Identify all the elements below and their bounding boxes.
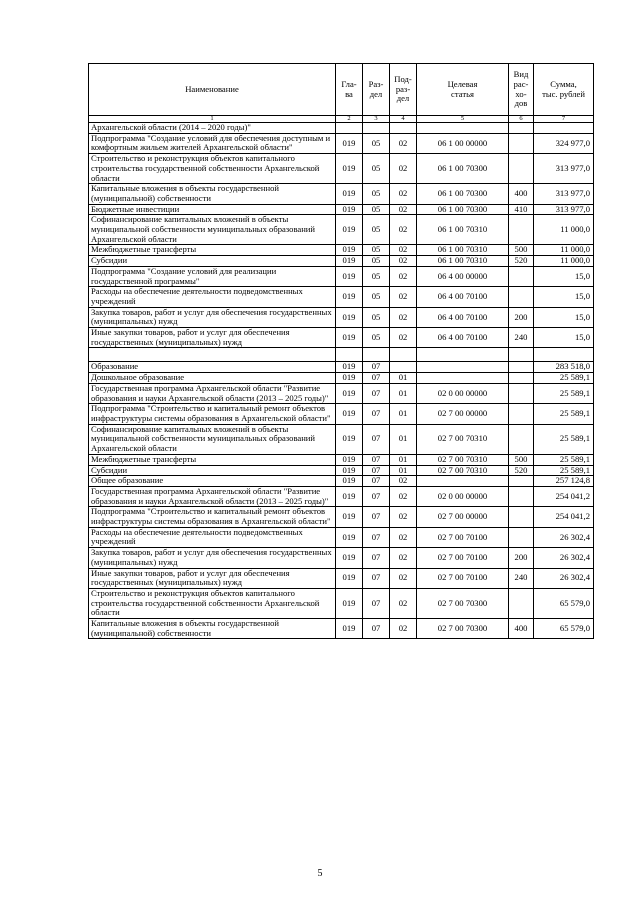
row-expense-type bbox=[509, 266, 534, 286]
row-section: 07 bbox=[363, 404, 390, 424]
row-chapter: 019 bbox=[336, 204, 363, 215]
row-amount: 254 041,2 bbox=[534, 486, 594, 506]
row-section bbox=[363, 123, 390, 134]
header-row bbox=[89, 64, 594, 116]
table-row bbox=[89, 383, 594, 403]
row-target-article bbox=[417, 348, 509, 362]
row-section: 05 bbox=[363, 215, 390, 245]
row-expense-type: 200 bbox=[509, 307, 534, 327]
row-chapter: 019 bbox=[336, 362, 363, 373]
row-chapter: 019 bbox=[336, 287, 363, 307]
table-row bbox=[89, 348, 594, 362]
row-amount: 313 977,0 bbox=[534, 154, 594, 184]
row-chapter: 019 bbox=[336, 245, 363, 256]
row-amount: 25 589,1 bbox=[534, 424, 594, 454]
row-target-article: 06 4 00 70100 bbox=[417, 307, 509, 327]
row-amount: 26 302,4 bbox=[534, 527, 594, 547]
table-row bbox=[89, 133, 594, 153]
row-expense-type: 500 bbox=[509, 245, 534, 256]
table-row bbox=[89, 476, 594, 487]
row-section: 07 bbox=[363, 454, 390, 465]
row-expense-type bbox=[509, 133, 534, 153]
row-name: Подпрограмма "Строительство и капитальный ремонт объектов инфраструктуры системы образования в Архангельской области" bbox=[89, 404, 336, 424]
table-row bbox=[89, 619, 594, 639]
table-row bbox=[89, 362, 594, 373]
table-row bbox=[89, 154, 594, 184]
row-name: Образование bbox=[89, 362, 336, 373]
row-subsection: 02 bbox=[390, 184, 417, 204]
row-subsection: 02 bbox=[390, 548, 417, 568]
row-subsection: 02 bbox=[390, 266, 417, 286]
row-expense-type: 520 bbox=[509, 256, 534, 267]
row-subsection: 01 bbox=[390, 465, 417, 476]
row-name: Капитальные вложения в объекты государственной (муниципальной) собственности bbox=[89, 619, 336, 639]
row-name: Расходы на обеспечение деятельности подведомственных учреждений bbox=[89, 527, 336, 547]
row-subsection: 02 bbox=[390, 215, 417, 245]
row-subsection bbox=[390, 362, 417, 373]
row-name: Капитальные вложения в объекты государственной (муниципальной) собственности bbox=[89, 184, 336, 204]
row-section: 07 bbox=[363, 486, 390, 506]
row-target-article: 02 7 00 70100 bbox=[417, 568, 509, 588]
row-name: Расходы на обеспечение деятельности подведомственных учреждений bbox=[89, 287, 336, 307]
row-amount: 25 589,1 bbox=[534, 404, 594, 424]
row-name: Иные закупки товаров, работ и услуг для обеспечения государственных (муниципальных) нужд bbox=[89, 568, 336, 588]
row-subsection: 02 bbox=[390, 245, 417, 256]
row-chapter: 019 bbox=[336, 476, 363, 487]
row-chapter: 019 bbox=[336, 568, 363, 588]
row-name: Бюджетные инвестиции bbox=[89, 204, 336, 215]
row-chapter: 019 bbox=[336, 383, 363, 403]
row-amount: 65 579,0 bbox=[534, 619, 594, 639]
row-subsection: 02 bbox=[390, 154, 417, 184]
row-chapter: 019 bbox=[336, 507, 363, 527]
row-subsection: 02 bbox=[390, 328, 417, 348]
row-name: Дошкольное образование bbox=[89, 373, 336, 384]
row-name: Строительство и реконструкция объектов капитального строительства государственной собственности Архангельской области bbox=[89, 154, 336, 184]
column-number: 6 bbox=[509, 116, 534, 123]
row-chapter: 019 bbox=[336, 256, 363, 267]
row-target-article: 02 7 00 00000 bbox=[417, 404, 509, 424]
row-section: 05 bbox=[363, 256, 390, 267]
row-target-article: 02 7 00 70310 bbox=[417, 454, 509, 465]
row-amount: 25 589,1 bbox=[534, 465, 594, 476]
row-name: Общее образование bbox=[89, 476, 336, 487]
row-expense-type bbox=[509, 476, 534, 487]
row-section: 05 bbox=[363, 307, 390, 327]
row-chapter: 019 bbox=[336, 373, 363, 384]
row-subsection: 02 bbox=[390, 256, 417, 267]
row-amount: 15,0 bbox=[534, 307, 594, 327]
row-target-article: 02 7 00 70300 bbox=[417, 588, 509, 618]
header-amount: Сумма, тыс. рублей bbox=[534, 64, 594, 116]
column-number-row bbox=[89, 116, 594, 123]
row-section: 05 bbox=[363, 154, 390, 184]
row-subsection: 02 bbox=[390, 133, 417, 153]
row-chapter: 019 bbox=[336, 548, 363, 568]
row-expense-type: 410 bbox=[509, 204, 534, 215]
row-chapter: 019 bbox=[336, 184, 363, 204]
row-section: 07 bbox=[363, 373, 390, 384]
row-expense-type bbox=[509, 287, 534, 307]
row-expense-type: 520 bbox=[509, 465, 534, 476]
table-row bbox=[89, 204, 594, 215]
table-row bbox=[89, 123, 594, 134]
table-row bbox=[89, 465, 594, 476]
row-amount: 15,0 bbox=[534, 328, 594, 348]
table-row bbox=[89, 184, 594, 204]
row-target-article: 06 1 00 70310 bbox=[417, 256, 509, 267]
row-target-article: 06 1 00 70300 bbox=[417, 204, 509, 215]
row-name: Государственная программа Архангельской области "Развитие образования и науки Архангельской области (2013 – 2025 годы)" bbox=[89, 486, 336, 506]
table-row bbox=[89, 507, 594, 527]
table-row bbox=[89, 266, 594, 286]
table-row bbox=[89, 373, 594, 384]
header-chapter: Гла- ва bbox=[336, 64, 363, 116]
row-subsection: 02 bbox=[390, 486, 417, 506]
row-name: Софинансирование капитальных вложений в объекты муниципальной собственности муниципальных образований Архангельской области bbox=[89, 215, 336, 245]
row-target-article: 02 0 00 00000 bbox=[417, 383, 509, 403]
row-name: Субсидии bbox=[89, 465, 336, 476]
row-amount: 65 579,0 bbox=[534, 588, 594, 618]
table-row bbox=[89, 287, 594, 307]
header-name: Наименование bbox=[89, 64, 336, 116]
row-expense-type bbox=[509, 486, 534, 506]
row-target-article bbox=[417, 476, 509, 487]
row-expense-type bbox=[509, 527, 534, 547]
row-subsection: 01 bbox=[390, 424, 417, 454]
row-amount: 25 589,1 bbox=[534, 373, 594, 384]
table-row bbox=[89, 548, 594, 568]
table-row bbox=[89, 307, 594, 327]
row-name: Государственная программа Архангельской области "Развитие образования и науки Архангельской области (2013 – 2025 годы)" bbox=[89, 383, 336, 403]
row-amount: 11 000,0 bbox=[534, 245, 594, 256]
column-number: 4 bbox=[390, 116, 417, 123]
row-amount: 25 589,1 bbox=[534, 383, 594, 403]
table-row bbox=[89, 215, 594, 245]
column-number: 1 bbox=[89, 116, 336, 123]
row-chapter bbox=[336, 348, 363, 362]
row-name bbox=[89, 348, 336, 362]
row-amount: 257 124,8 bbox=[534, 476, 594, 487]
row-subsection: 02 bbox=[390, 527, 417, 547]
row-subsection: 02 bbox=[390, 588, 417, 618]
column-number: 5 bbox=[417, 116, 509, 123]
row-section: 05 bbox=[363, 287, 390, 307]
row-subsection: 01 bbox=[390, 404, 417, 424]
row-subsection: 02 bbox=[390, 476, 417, 487]
header-subsection: Под- раз- дел bbox=[390, 64, 417, 116]
row-target-article: 02 7 00 70100 bbox=[417, 527, 509, 547]
row-amount: 283 518,0 bbox=[534, 362, 594, 373]
row-chapter: 019 bbox=[336, 404, 363, 424]
row-section: 07 bbox=[363, 588, 390, 618]
row-section: 07 bbox=[363, 362, 390, 373]
table-row bbox=[89, 486, 594, 506]
row-amount: 313 977,0 bbox=[534, 184, 594, 204]
row-subsection: 01 bbox=[390, 373, 417, 384]
table-row bbox=[89, 245, 594, 256]
header-expense-type: Вид рас- хо- дов bbox=[509, 64, 534, 116]
row-subsection: 01 bbox=[390, 383, 417, 403]
row-target-article: 06 1 00 70310 bbox=[417, 245, 509, 256]
row-chapter bbox=[336, 123, 363, 134]
row-expense-type bbox=[509, 588, 534, 618]
column-number: 2 bbox=[336, 116, 363, 123]
row-section: 07 bbox=[363, 527, 390, 547]
row-expense-type bbox=[509, 373, 534, 384]
row-target-article: 02 7 00 70100 bbox=[417, 548, 509, 568]
row-amount: 25 589,1 bbox=[534, 454, 594, 465]
page-number: 5 bbox=[317, 868, 323, 879]
row-expense-type bbox=[509, 348, 534, 362]
row-name: Межбюджетные трансферты bbox=[89, 454, 336, 465]
table-row bbox=[89, 454, 594, 465]
row-expense-type bbox=[509, 507, 534, 527]
row-amount: 313 977,0 bbox=[534, 204, 594, 215]
row-target-article: 06 1 00 00000 bbox=[417, 133, 509, 153]
row-target-article: 06 4 00 70100 bbox=[417, 328, 509, 348]
row-amount bbox=[534, 123, 594, 134]
row-subsection: 02 bbox=[390, 568, 417, 588]
row-amount: 254 041,2 bbox=[534, 507, 594, 527]
row-target-article bbox=[417, 362, 509, 373]
row-target-article: 02 0 00 00000 bbox=[417, 486, 509, 506]
row-subsection bbox=[390, 348, 417, 362]
row-section: 05 bbox=[363, 266, 390, 286]
row-name: Подпрограмма "Строительство и капитальный ремонт объектов инфраструктуры системы образования в Архангельской области" bbox=[89, 507, 336, 527]
row-name: Подпрограмма "Создание условий для обеспечения доступным и комфортным жильем жителей Архангельской области" bbox=[89, 133, 336, 153]
column-number: 3 bbox=[363, 116, 390, 123]
row-expense-type: 240 bbox=[509, 328, 534, 348]
row-expense-type bbox=[509, 424, 534, 454]
row-section: 05 bbox=[363, 245, 390, 256]
row-target-article: 02 7 00 70310 bbox=[417, 424, 509, 454]
row-expense-type bbox=[509, 404, 534, 424]
row-subsection: 02 bbox=[390, 619, 417, 639]
row-chapter: 019 bbox=[336, 454, 363, 465]
row-chapter: 019 bbox=[336, 527, 363, 547]
header-target-article: Целевая статья bbox=[417, 64, 509, 116]
row-name: Иные закупки товаров, работ и услуг для обеспечения государственных (муниципальных) нужд bbox=[89, 328, 336, 348]
row-section: 05 bbox=[363, 204, 390, 215]
row-subsection: 02 bbox=[390, 507, 417, 527]
row-section: 05 bbox=[363, 133, 390, 153]
row-name: Закупка товаров, работ и услуг для обеспечения государственных (муниципальных) нужд bbox=[89, 548, 336, 568]
row-name: Софинансирование капитальных вложений в объекты муниципальной собственности муниципальных образований Архангельской области bbox=[89, 424, 336, 454]
table-row bbox=[89, 424, 594, 454]
row-amount: 324 977,0 bbox=[534, 133, 594, 153]
table-header bbox=[89, 64, 594, 123]
row-amount: 11 000,0 bbox=[534, 215, 594, 245]
row-section: 07 bbox=[363, 424, 390, 454]
row-amount bbox=[534, 348, 594, 362]
row-section: 07 bbox=[363, 507, 390, 527]
row-chapter: 019 bbox=[336, 486, 363, 506]
row-section bbox=[363, 348, 390, 362]
row-name: Закупка товаров, работ и услуг для обеспечения государственных (муниципальных) нужд bbox=[89, 307, 336, 327]
row-expense-type bbox=[509, 154, 534, 184]
row-target-article: 06 1 00 70310 bbox=[417, 215, 509, 245]
table-row bbox=[89, 568, 594, 588]
table-row bbox=[89, 527, 594, 547]
row-expense-type: 400 bbox=[509, 619, 534, 639]
row-expense-type: 200 bbox=[509, 548, 534, 568]
row-expense-type bbox=[509, 215, 534, 245]
row-section: 07 bbox=[363, 383, 390, 403]
row-chapter: 019 bbox=[336, 215, 363, 245]
row-chapter: 019 bbox=[336, 619, 363, 639]
row-target-article: 06 4 00 00000 bbox=[417, 266, 509, 286]
row-subsection: 01 bbox=[390, 454, 417, 465]
row-target-article: 02 7 00 70310 bbox=[417, 465, 509, 476]
table-row bbox=[89, 588, 594, 618]
row-subsection: 02 bbox=[390, 307, 417, 327]
row-section: 07 bbox=[363, 465, 390, 476]
row-chapter: 019 bbox=[336, 307, 363, 327]
row-target-article bbox=[417, 123, 509, 134]
row-chapter: 019 bbox=[336, 328, 363, 348]
row-section: 07 bbox=[363, 619, 390, 639]
row-name: Подпрограмма "Создание условий для реализации государственной программы" bbox=[89, 266, 336, 286]
row-target-article bbox=[417, 373, 509, 384]
row-chapter: 019 bbox=[336, 266, 363, 286]
row-chapter: 019 bbox=[336, 465, 363, 476]
row-subsection: 02 bbox=[390, 287, 417, 307]
row-name: Строительство и реконструкция объектов капитального строительства государственной собственности Архангельской области bbox=[89, 588, 336, 618]
row-subsection bbox=[390, 123, 417, 134]
row-expense-type: 500 bbox=[509, 454, 534, 465]
row-subsection: 02 bbox=[390, 204, 417, 215]
row-amount: 26 302,4 bbox=[534, 548, 594, 568]
row-name: Субсидии bbox=[89, 256, 336, 267]
budget-table bbox=[88, 63, 594, 639]
row-expense-type bbox=[509, 123, 534, 134]
row-name: Архангельской области (2014 – 2020 годы)" bbox=[89, 123, 336, 134]
row-section: 07 bbox=[363, 568, 390, 588]
row-section: 05 bbox=[363, 184, 390, 204]
row-section: 07 bbox=[363, 548, 390, 568]
row-amount: 26 302,4 bbox=[534, 568, 594, 588]
row-target-article: 06 4 00 70100 bbox=[417, 287, 509, 307]
row-name: Межбюджетные трансферты bbox=[89, 245, 336, 256]
row-target-article: 06 1 00 70300 bbox=[417, 154, 509, 184]
row-expense-type: 400 bbox=[509, 184, 534, 204]
row-chapter: 019 bbox=[336, 588, 363, 618]
row-expense-type: 240 bbox=[509, 568, 534, 588]
table-row bbox=[89, 256, 594, 267]
row-chapter: 019 bbox=[336, 424, 363, 454]
table-row bbox=[89, 404, 594, 424]
table-row bbox=[89, 328, 594, 348]
row-expense-type bbox=[509, 383, 534, 403]
header-section: Раз- дел bbox=[363, 64, 390, 116]
row-expense-type bbox=[509, 362, 534, 373]
table-body bbox=[89, 123, 594, 639]
row-section: 05 bbox=[363, 328, 390, 348]
row-amount: 15,0 bbox=[534, 287, 594, 307]
row-chapter: 019 bbox=[336, 154, 363, 184]
row-target-article: 02 7 00 00000 bbox=[417, 507, 509, 527]
row-target-article: 02 7 00 70300 bbox=[417, 619, 509, 639]
row-chapter: 019 bbox=[336, 133, 363, 153]
column-number: 7 bbox=[534, 116, 594, 123]
row-section: 07 bbox=[363, 476, 390, 487]
row-target-article: 06 1 00 70300 bbox=[417, 184, 509, 204]
row-amount: 11 000,0 bbox=[534, 256, 594, 267]
row-amount: 15,0 bbox=[534, 266, 594, 286]
